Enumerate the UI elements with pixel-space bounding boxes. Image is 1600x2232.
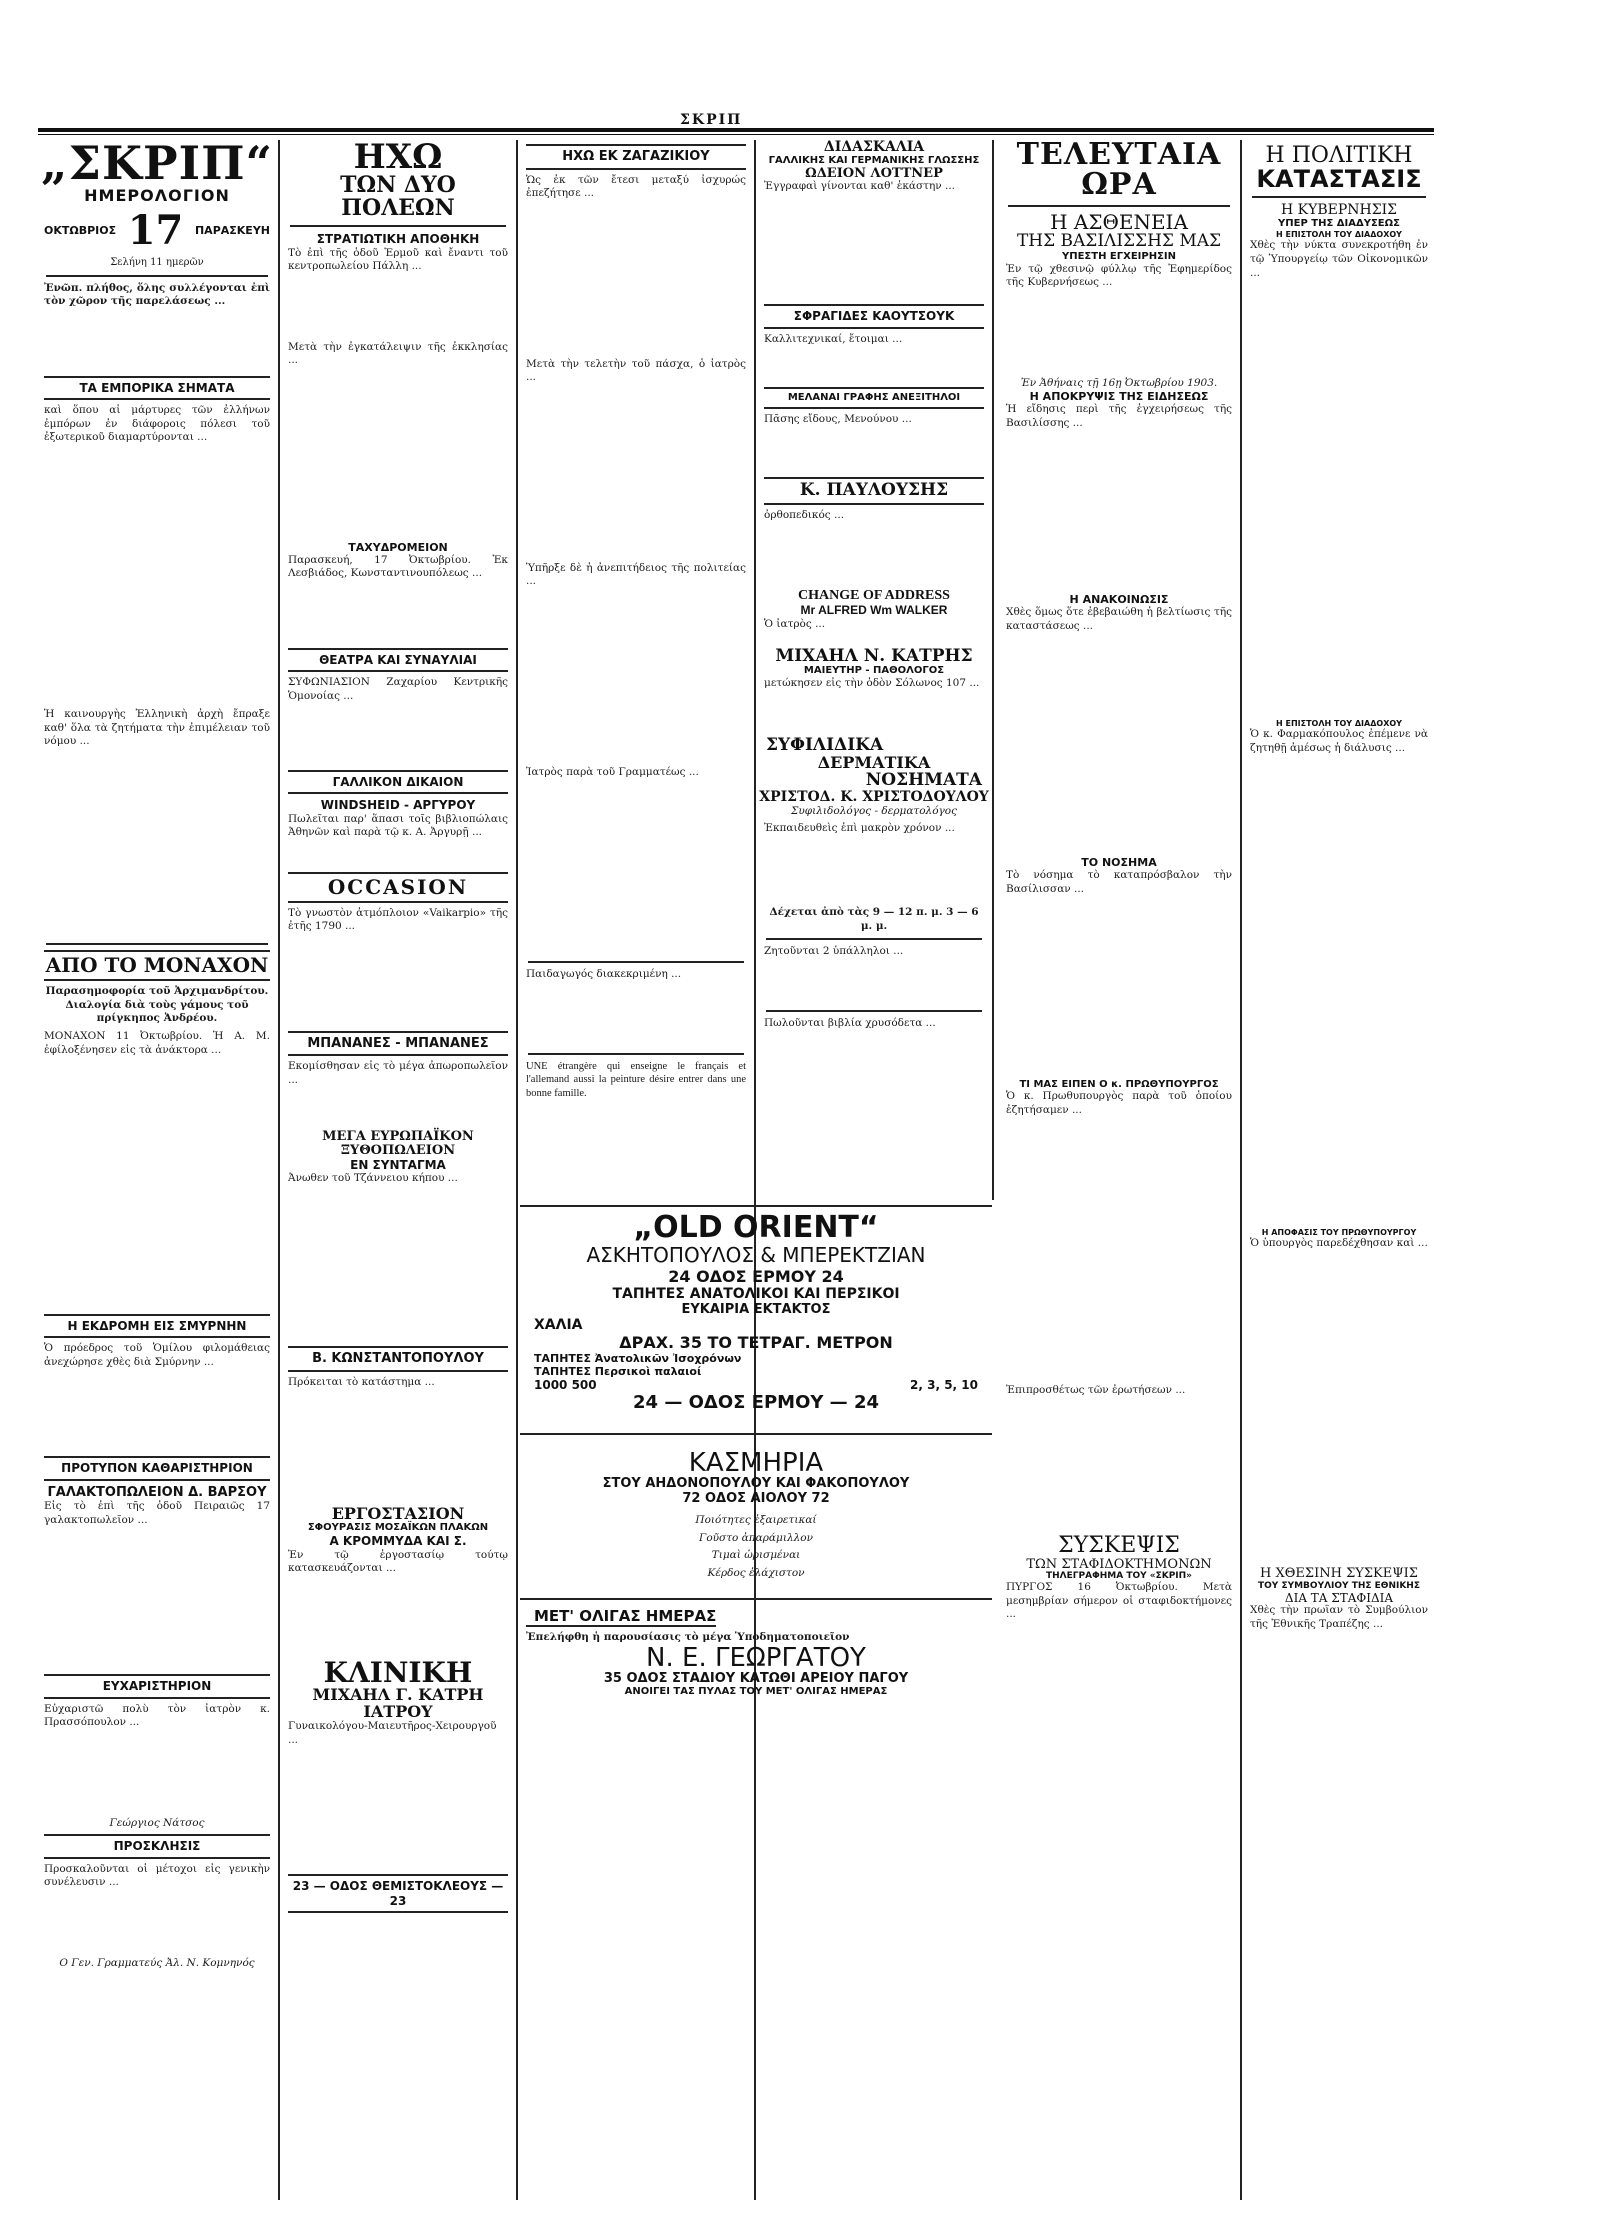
ad-address: 35 ΟΔΟΣ ΣΤΑΔΙΟΥ ΚΑΤΩΘΙ ΑΡΕΙΟΥ ΠΑΓΟΥ: [603, 1670, 909, 1686]
section-heading: Η ΕΚΔΡΟΜΗ ΕΙΣ ΣΜΥΡΝΗΝ: [44, 1314, 270, 1338]
section-subheading: ΥΠΕΣΤΗ ΕΓΧΕΙΡΗΣΙΝ: [1061, 250, 1177, 262]
article-text: Μετὰ τὴν ἐγκατάλειψιν τῆς ἐκκλησίας ...: [288, 340, 508, 367]
section-heading: ΕΡΓΟΣΤΑΣΙΟΝ: [331, 1503, 465, 1523]
article-text: καὶ ὅπου αἱ μάρτυρες τῶν ἐλλήνων ἐμπόρων ἐν διάφοροις πόλεσι τοῦ ἐξωτερικοῦ διαμαρτύρονται ...: [44, 404, 270, 444]
divider: [46, 275, 268, 277]
column-heading: Η ΠΟΛΙΤΙΚΗ: [1265, 143, 1413, 168]
article-text: Πᾶσης εἴδους, Μενούνου ...: [764, 412, 912, 425]
section-heading: ΧΡΙΣΤΟΔ. Κ. ΧΡΙΣΤΟΔΟΥΛΟΥ: [759, 788, 989, 805]
section-subheading: ΤΗΣ ΒΑΣΙΛΙΣΣΗΣ ΜΑΣ: [1016, 231, 1222, 251]
article-text: Γυναικολόγου-Μαιευτῆρος-Χειρουργοῦ ...: [288, 1720, 497, 1746]
ad-line: Γοῦστο ἀπαράμιλλον: [699, 1531, 813, 1544]
section-subheading: Mr ALFRED Wm WALKER: [800, 603, 948, 618]
article-text: Χθὲς ὅμως ὅτε ἐβεβαιώθη ἡ βελτίωσις τῆς καταστάσεως ...: [1006, 606, 1232, 633]
article-text: Ὁ ἰατρὸς ...: [764, 617, 826, 630]
section-heading: ΘΕΑΤΡΑ ΚΑΙ ΣΥΝΑΥΛΙΑΙ: [288, 648, 508, 672]
divider: [1008, 205, 1230, 207]
column-rule: [992, 140, 994, 1200]
section-heading: ΤΙ ΜΑΣ ΕΙΠΕΝ Ο κ. ΠΡΩΘΥΠΟΥΡΓΟΣ: [1019, 1079, 1219, 1091]
day-number: 17: [127, 207, 184, 255]
section-heading: ΣΥΦΙΛΙΔΙΚΑ: [766, 735, 884, 756]
article-text: Καλλιτεχνικαί, ἔτοιμαι ...: [764, 332, 903, 345]
lead-text: Ἐνῶπ. πλήθος, ὅλης συλλέγονται ἐπὶ τὸν χῶρον τῆς παρελάσεως ...: [44, 281, 270, 308]
divider: [46, 943, 268, 945]
column-heading: ΗΧΩ: [353, 140, 443, 177]
article-text: Εὐχαριστῶ πολὺ τὸν ἰατρὸν κ. Πρασσόπουλον ...: [44, 1702, 270, 1729]
column-rule: [1240, 140, 1242, 2200]
column-subheading: ΓΑΛΛΙΚΗΣ ΚΑΙ ΓΕΡΜΑΝΙΚΗΣ ΓΛΩΣΣΗΣ: [768, 154, 980, 166]
top-rule-thin: [38, 134, 1434, 135]
ad-line: Κέρδος ἐλάχιστον: [707, 1566, 805, 1579]
section-heading: ΣΤΡΑΤΙΩΤΙΚΗ ΑΠΟΘΗΚΗ: [316, 232, 480, 247]
article-text: Ἰατρὸς παρὰ τοῦ Γραμματέως ...: [526, 765, 699, 778]
section-subheading: ΣΦΟΥΡΑΣΙΣ ΜΟΣΑΪΚΩΝ ΠΛΑΚΩΝ: [307, 1522, 489, 1534]
article-text: μετώκησεν εἰς τὴν ὁδὸν Σόλωνος 107 ...: [764, 677, 980, 690]
article-text: ΣΥΦΩΝΙΑΣΙΟΝ Ζαχαρίου Κεντρικῆς Ὁμονοίας ...: [288, 675, 508, 702]
ad-title: ΚΑΣΜΗΡΙΑ: [688, 1448, 824, 1478]
article-text: ΠΥΡΓΟΣ 16 Ὀκτωβρίου. Μετὰ μεσημβρίαν σήμερον οἱ σταφιδοκτήμονες ...: [1006, 1581, 1232, 1621]
section-subheading: Α ΚΡΟΜΜΥΔΑ ΚΑΙ Σ.: [329, 1534, 467, 1549]
ad-address: 24 — ΟΔΟΣ ΕΡΜΟΥ — 24: [633, 1392, 879, 1413]
article-text: Ὑπῆρξε δὲ ἡ ἀνεπιτήδειος τῆς πολιτείας ...: [526, 561, 746, 588]
article-text: Τὸ νόσημα τὸ καταπρόσβαλον τὴν Βασίλισσαν ...: [1006, 869, 1232, 896]
advertisement-old-orient: [520, 1205, 992, 1435]
divider: [1252, 196, 1426, 198]
article-text: Ἐπιπροσθέτως τῶν ἐρωτήσεων ...: [1006, 1384, 1186, 1397]
section-heading: Η ΑΝΑΚΟΙΝΩΣΙΣ: [1069, 593, 1169, 607]
section-heading: OCCASION: [288, 872, 508, 903]
ad-text: Ἐπελήφθη ἡ παρουσίασις τὸ μέγα Ὑποδηματοποιεῖον: [526, 1631, 850, 1643]
calendar-label: ΗΜΕΡΟΛΟΓΙΟΝ: [84, 186, 230, 205]
ad-line: 1000 500: [534, 1378, 597, 1392]
office-hours: Δέχεται ἀπὸ τὰς 9 — 12 π. μ. 3 — 6 μ. μ.: [769, 906, 979, 932]
section-heading: ΠΡΟΤΥΠΟΝ ΚΑΘΑΡΙΣΤΗΡΙΟΝ: [44, 1456, 270, 1480]
ad-line: ΕΥΚΑΙΡΙΑ ΕΚΤΑΚΤΟΣ: [681, 1302, 831, 1317]
article-text: Χθὲς τὴν πρωΐαν τὸ Συμβούλιον τῆς Ἐθνικῆς Τραπέζης ...: [1250, 1604, 1428, 1630]
section-heading: ΕΥΧΑΡΙΣΤΗΡΙΟΝ: [44, 1674, 270, 1698]
column-heading: ΚΑΤΑΣΤΑΣΙΣ: [1256, 165, 1422, 194]
article-text: Προσκαλοῦνται οἱ μέτοχοι εἰς γενικὴν συνέλευσιν ...: [44, 1862, 270, 1889]
top-rule: [38, 128, 1434, 132]
section-heading: Η ΑΣΘΕΝΕΙΑ: [1050, 210, 1188, 234]
ad-line: Ποιότητες ἐξαιρετικαί: [695, 1514, 817, 1526]
column-subheading: ΩΔΕΙΟΝ ΛΟΤΤΝΕΡ: [805, 165, 943, 181]
article-text: Εἰς τὸ ἐπὶ τῆς ὁδοῦ Πειραιῶς 17 γαλακτοπωλεῖον ...: [44, 1500, 270, 1526]
ad-address: 24 ΟΔΟΣ ΕΡΜΟΥ 24: [668, 1267, 844, 1286]
ad-owners: ΑΣΚΗΤΟΠΟΥΛΟΣ & ΜΠΕΡΕΚΤΖΙΑΝ: [586, 1243, 926, 1267]
section-heading: ΔΕΡΜΑΤΙΚΑ: [817, 753, 931, 773]
weekday: ΠΑΡΑΣΚΕΥΗ: [194, 224, 270, 238]
section-subheading: ΥΠΕΡ ΤΗΣ ΔΙΑΔΥΣΕΩΣ: [1278, 217, 1400, 229]
dateline: Ἐν Ἀθήναις τῇ 16ῃ Ὀκτωβρίου 1903.: [1020, 376, 1218, 389]
article-text: Πρόκειται τὸ κατάστημα ...: [288, 1375, 435, 1388]
section-subheading: Παρασημοφορία τοῦ Ἀρχιμανδρίτου. Διαλογία διὰ τοὺς γάμους τοῦ πρίγκηπος Ἀνδρέου.: [45, 985, 269, 1025]
newspaper-logo: „ΣΚΡΙΠ“: [41, 140, 273, 190]
article-text: Πωλοῦνται βιβλία χρυσόδετα ...: [764, 1017, 936, 1030]
section-subheading: ΕΝ ΣΥΝΤΑΓΜΑ: [350, 1157, 446, 1172]
sun-line: Σελήνη 11 ημερῶν: [110, 257, 204, 269]
ad-line: 2, 3, 5, 10: [910, 1378, 978, 1392]
article-text: Ἐν τῷ ἐργοστασίῳ τούτῳ κατασκευάζονται ...: [288, 1548, 508, 1575]
divider: [528, 961, 744, 963]
section-subheading: WINDSHEID - ΑΡΓΥΡΟΥ: [320, 798, 476, 813]
column-heading: ΗΧΩ ΕΚ ΖΑΓΑΖΙΚΙΟΥ: [526, 144, 746, 170]
ad-header: ΜΕΤ' ΟΛΙΓΑΣ ΗΜΕΡΑΣ: [526, 1607, 716, 1627]
article-text: Ἡ εἴδησις περὶ τῆς ἐγχειρήσεως τῆς Βασιλίσσης ...: [1006, 403, 1232, 430]
article-text: Ὁ κ. Πρωθυπουργὸς παρὰ τοῦ ὁποίου ἐζητήσαμεν ...: [1006, 1090, 1232, 1117]
column-heading: ΔΙΔΑΣΚΑΛΙΑ: [823, 140, 925, 155]
section-heading: Κ. ΠΑΥΛΟΥΣΗΣ: [764, 477, 984, 505]
section-heading: ΤΑ ΕΜΠΟΡΙΚΑ ΣΗΜΑΤΑ: [44, 376, 270, 400]
section-subheading: ΜΑΙΕΥΤΗΡ - ΠΑΘΟΛΟΓΟΣ: [803, 665, 945, 677]
article-text: Ἡ καινουργὴς Ἑλληνικὴ ἀρχὴ ἔπραξε καθ' ὅλα τὰ ζητήματα τὴν ἐπιμέλειαν τοῦ νόμου ...: [44, 708, 270, 748]
section-subheading: ΓΑΛΑΚΤΟΠΩΛΕΙΟΝ Δ. ΒΑΡΣΟΥ: [47, 1484, 267, 1500]
divider: [290, 225, 506, 227]
section-subheading: Η ΕΠΙΣΤΟΛΗ ΤΟΥ ΔΙΑΔΟΧΟΥ: [1276, 229, 1402, 239]
article-text: Ἐκπαιδευθεὶς ἐπὶ μακρὸν χρόνον ...: [764, 822, 955, 835]
column-2: [282, 140, 514, 2200]
divider: [766, 938, 982, 940]
section-heading: Η ΑΠΟΦΑΣΙΣ ΤΟΥ ΠΡΩΘΥΠΟΥΡΓΟΥ: [1261, 1228, 1417, 1238]
ad-title: Ν. Ε. ΓΕΩΡΓΑΤΟΥ: [646, 1642, 866, 1673]
article-text: Τὸ γνωστὸν ἀτμόπλοιον «Vaikarpio» τῆς ἐτῆς 1790 ...: [288, 906, 508, 933]
ad-line: ΔΡΑΧ. 35 ΤΟ ΤΕΤΡΑΓ. ΜΕΤΡΟΝ: [619, 1333, 893, 1352]
column-rule: [516, 140, 518, 2200]
article-text: ΜΟΝΑΧΟΝ 11 Ὀκτωβρίου. Ἡ Α. Μ. ἐφίλοξένησεν εἰς τὰ ἀνάκτορα ...: [44, 1029, 270, 1056]
section-subheading: ΙΑΤΡΟΥ: [363, 1701, 433, 1721]
article-text: Ζητοῦνται 2 ὑπάλληλοι ...: [764, 945, 904, 958]
section-subheading: Συφιλιδολόγος - δερματολόγος: [791, 804, 957, 817]
divider: [766, 1010, 982, 1012]
column-rule: [278, 140, 280, 2200]
divider: [528, 1053, 744, 1055]
column-rule: [754, 140, 756, 2200]
column-3: [520, 140, 752, 1200]
article-text: Ἐγγραφαὶ γίνονται καθ' ἑκάστην ...: [764, 180, 955, 193]
article-text: Ὡς ἐκ τῶν ἔτεσι μεταξύ ἰσχυρώς ἐπεζήτησε ...: [526, 173, 746, 200]
article-text: Πωλεῖται παρ' ἅπασι τοῖς βιβλιοπώλαις Ἀθηνῶν καὶ παρὰ τῷ κ. Α. Ἀργυρῇ ...: [288, 812, 508, 839]
section-subheading: ΤΗΛΕΓΡΑΦΗΜΑ ΤΟΥ «ΣΚΡΙΠ»: [1046, 1571, 1192, 1582]
article-text: Ὁ πρόεδρος τοῦ Ὁμίλου φιλομάθειας ἀνεχώρησε χθὲς διὰ Σμύρνην ...: [44, 1342, 270, 1368]
section-heading: ΑΠΟ ΤΟ ΜΟΝΑΧΟΝ: [44, 950, 270, 981]
article-text: ὀρθοπεδικός ...: [764, 508, 845, 521]
section-heading: ΜΠΑΝΑΝΕΣ - ΜΠΑΝΑΝΕΣ: [288, 1031, 508, 1057]
section-subheading: ΔΙΑ ΤΑ ΣΤΑΦΙΔΙΑ: [1284, 1590, 1394, 1605]
article-text: Χθὲς τὴν νύκτα συνεκροτήθη ἐν τῷ Ὑπουργείῳ τῶν Οἰκονομικῶν ...: [1250, 239, 1428, 279]
article-text: Παρασκευή, 17 Ὀκτωβρίου. Ἐκ Λεσβιάδος, Κωνσταντινουπόλεως ...: [288, 553, 508, 580]
section-heading: Η ΧΘΕΣΙΝΗ ΣΥΣΚΕΨΙΣ: [1260, 1566, 1418, 1582]
section-heading: ΣΥΣΚΕΨΙΣ: [1058, 1533, 1180, 1559]
section-heading: ΤΟ ΝΟΣΗΜΑ: [1081, 856, 1157, 870]
ad-line: Τιμαὶ ὡρισμέναι: [711, 1549, 801, 1562]
date-box: [38, 205, 276, 256]
section-heading: Β. ΚΩΝΣΤΑΝΤΟΠΟΥΛΟΥ: [288, 1346, 508, 1372]
column-footer: 23 — ΟΔΟΣ ΘΕΜΙΣΤΟΚΛΕΟΥΣ — 23: [288, 1874, 508, 1913]
article-text: Ἀνωθεν τοῦ Τζάννειου κήπου ...: [288, 1172, 458, 1185]
masthead-title: ΣΚΡΙΠ: [680, 112, 743, 128]
ad-address: 72 ΟΔΟΣ ΑΙΟΛΟΥ 72: [682, 1491, 830, 1506]
ad-line: ΧΑΛΙΑ: [534, 1317, 583, 1333]
section-heading: ΣΦΡΑΓΙΔΕΣ ΚΑΟΥΤΣΟΥΚ: [764, 304, 984, 328]
section-heading: ΜΕΓΑ ΕΥΡΩΠΑΪΚΟΝ ΞΥΘΟΠΩΛΕΙΟΝ: [322, 1129, 474, 1158]
section-heading: ΜΙΧΑΗΛ Ν. ΚΑΤΡΗΣ: [775, 645, 973, 666]
column-heading: ΤΕΛΕΥΤΑΙΑ ΩΡΑ: [1016, 140, 1222, 202]
article-text: Ἐν τῷ χθεσινῷ φύλλῳ τῆς Ἐφημερίδος τῆς Κυβερνήσεως ...: [1006, 262, 1232, 289]
column-5: [1000, 140, 1238, 2200]
section-heading: ΤΑΧΥΔΡΟΜΕΙΟΝ: [348, 540, 448, 554]
section-heading: Η ΑΠΟΚΡΥΨΙΣ ΤΗΣ ΕΙΔΗΣΕΩΣ: [1029, 390, 1209, 404]
article-text: Τὸ ἐπὶ τῆς ὁδοῦ Ἑρμοῦ καὶ ἔναντι τοῦ κεντροπωλείου Πάλλη ...: [288, 246, 508, 273]
column-1: [38, 140, 276, 2200]
article-text: Εκομίσθησαν εἰς τὸ μέγα ἀπωροπωλεῖον ...: [288, 1060, 508, 1086]
article-text: Παιδαγωγός διακεκριμένη ...: [526, 967, 682, 980]
section-subheading: ΜΙΧΑΗΛ Γ. ΚΑΤΡΗ: [312, 1684, 484, 1704]
section-heading: Η ΕΠΙΣΤΟΛΗ ΤΟΥ ΔΙΑΔΟΧΟΥ: [1276, 719, 1402, 729]
section-heading: ΜΕΛΑΝΑΙ ΓΡΑΦΗΣ ΑΝΕΞΙΤΗΛΟΙ: [764, 387, 984, 409]
section-subheading: ΤΟΥ ΣΥΜΒΟΥΛΙΟΥ ΤΗΣ ΕΘΝΙΚΗΣ: [1258, 1581, 1420, 1592]
ad-footer: ΑΝΟΙΓΕΙ ΤΑΣ ΠΥΛΑΣ ΤΟΥ ΜΕΤ' ΟΛΙΓΑΣ ΗΜΕΡΑΣ: [624, 1685, 888, 1697]
section-heading: ΠΡΟΣΚΛΗΣΙΣ: [44, 1834, 270, 1858]
article-text: Ὁ κ. Φαρμακόπουλος ἐπέμενε νὰ ζητηθῇ ἀμέσως ἡ διάλυσις ...: [1250, 728, 1428, 754]
column-subheading: ΤΩΝ ΔΥΟ ΠΟΛΕΩΝ: [340, 172, 456, 222]
month: ΟΚΤΩΒΡΙΟΣ: [44, 224, 117, 238]
ad-line: ΤΑΠΗΤΕΣ Περσικοὶ παλαιοί: [534, 1365, 702, 1378]
column-6: [1244, 140, 1434, 2200]
advertisement-kasmiria: [520, 1440, 992, 1600]
signature: Γεώργιος Νάτσος: [109, 1816, 205, 1829]
ad-shop: ΣΤΟΥ ΑΗΔΟΝΟΠΟΥΛΟΥ ΚΑΙ ΦΑΚΟΠΟΥΛΟΥ: [602, 1476, 910, 1491]
section-subheading: ΤΩΝ ΣΤΑΦΙΔΟΚΤΗΜΟΝΩΝ: [1026, 1556, 1212, 1572]
ad-price-row: [520, 1378, 992, 1392]
section-heading: ΓΑΛΛΙΚΟΝ ΔΙΚΑΙΟΝ: [288, 770, 508, 794]
article-text: UNE étrangère qui enseigne le français et l'allemand aussi la peinture désire entrer dans une bonne famille.: [526, 1060, 746, 1099]
signature: Ο Γεν. Γραμματεύς Ἀλ. Ν. Κομνηνός: [59, 1956, 255, 1969]
column-4: [758, 140, 990, 1200]
section-heading: ΝΟΣΗΜΑΤΑ: [865, 770, 982, 791]
section-heading: CHANGE OF ADDRESS: [798, 587, 950, 603]
ad-line: ΤΑΠΗΤΕΣ ΑΝΑΤΟΛΙΚΟΙ ΚΑΙ ΠΕΡΣΙΚΟΙ: [612, 1286, 900, 1302]
advertisement-georgatou: [520, 1606, 992, 1766]
ad-title: „OLD ORIENT“: [633, 1210, 879, 1245]
section-heading: ΚΛΙΝΙΚΗ: [323, 1655, 473, 1689]
article-text: Ὁ ὑπουργὸς παρεδέχθησαν καὶ ...: [1250, 1237, 1428, 1250]
article-text: Μετὰ τὴν τελετὴν τοῦ πάσχα, ὁ ἰατρὸς ...: [526, 357, 746, 384]
ad-line: ΤΑΠΗΤΕΣ Ἀνατολικῶν Ἰσοχρόνων: [534, 1352, 742, 1365]
section-heading: Η ΚΥΒΕΡΝΗΣΙΣ: [1280, 202, 1398, 219]
